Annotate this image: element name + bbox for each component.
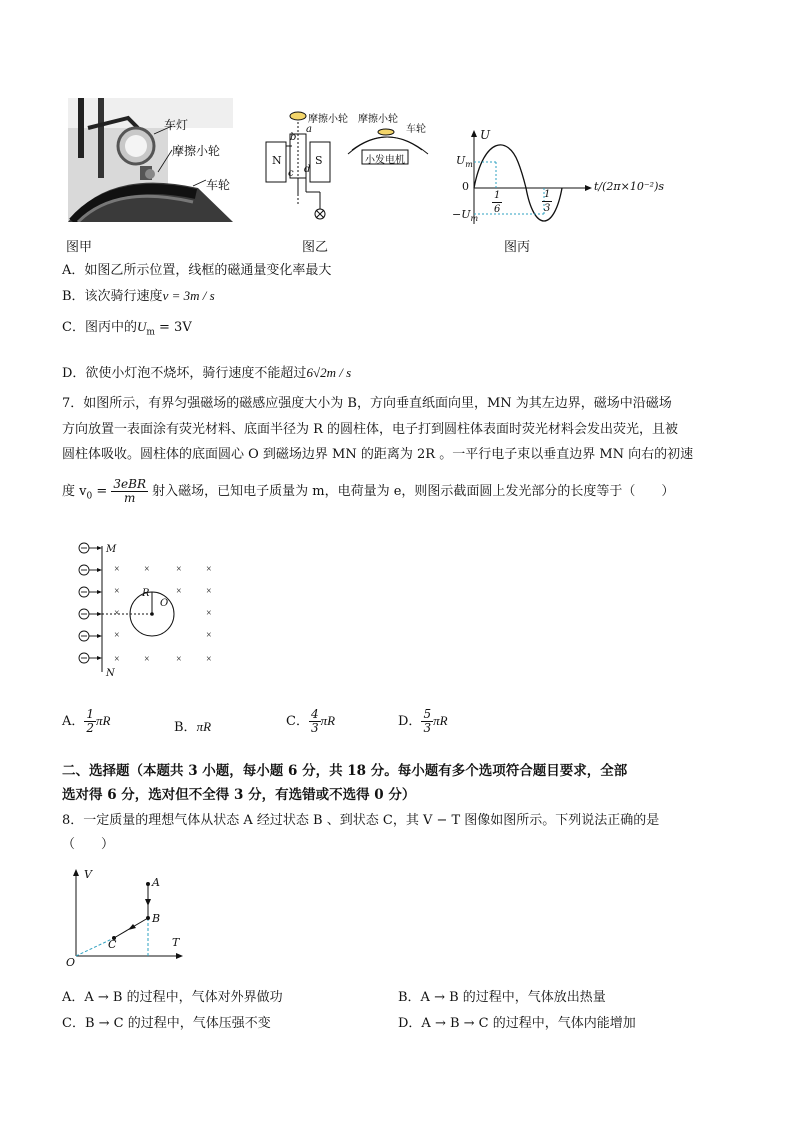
label-T: T	[172, 936, 180, 949]
label-a: a	[306, 124, 312, 135]
label-lamp: 车灯	[164, 118, 189, 132]
label-V: V	[84, 868, 92, 881]
figure-yi	[262, 106, 434, 226]
label-B: B	[152, 912, 161, 925]
caption-jia: 图甲	[66, 240, 93, 255]
svg-text:×: ×	[206, 586, 212, 597]
label-S: S	[315, 154, 323, 167]
svg-text:×: ×	[114, 630, 120, 641]
label-neg-Um: $-U_m$	[452, 208, 479, 224]
q8-option-d: D．A → B → C 的过程中，气体内能增加	[398, 1016, 636, 1031]
svg-text:×: ×	[206, 564, 212, 575]
svg-text:×: ×	[114, 564, 120, 575]
label-A: A	[152, 876, 160, 889]
q7-text-4: 度 $v_0$ = $\frac{\text{3eBR}}{m}$ 射入磁场，已知电子质量为 m，电荷量为 e，则图示截面圆上发光部分的长度等于（ ）	[62, 477, 675, 505]
q6-option-d: D．欲使小灯泡不烧坏，骑行速度不能超过6√2m / s	[62, 365, 352, 381]
svg-text:×: ×	[144, 564, 150, 575]
label-b: b	[290, 132, 297, 143]
label-C: C	[108, 938, 117, 951]
q6-option-c: C．图丙中的$U_m = 3V$	[62, 319, 192, 338]
q8-option-b: B．A → B 的过程中，气体放出热量	[398, 990, 606, 1005]
label-c: c	[288, 168, 294, 179]
label-O-q7: O	[160, 598, 169, 609]
q8-option-a: A．A → B 的过程中，气体对外界做功	[62, 990, 283, 1005]
label-N: N	[272, 154, 282, 167]
section2-heading-1: 二、选择题（本题共 3 小题，每小题 6 分，共 18 分。每小题有多个选项符合题目要求，全部	[62, 763, 628, 779]
q7-figure	[76, 540, 226, 682]
q7-text-2: 方向放置一表面涂有荧光材料、底面半径为 R 的圆柱体，电子打到圆柱体表面时荧光材料会发出荧光，且被	[62, 422, 679, 437]
svg-text:×: ×	[176, 586, 182, 597]
q6-option-b: B．该次骑行速度v = 3m / s	[62, 288, 215, 304]
section2-heading-2: 选对得 6 分，选对但不全得 3 分，有选错或不选得 0 分）	[62, 787, 416, 803]
label-friction-wheel-1: 摩擦小轮	[308, 114, 348, 125]
label-wheel: 车轮	[206, 178, 231, 192]
label-wheel-yi: 车轮	[406, 124, 426, 135]
figure-jia	[68, 98, 233, 222]
q8-text-2: （ ）	[62, 837, 115, 852]
tick-1-6: $\frac{1}{6}$	[494, 190, 501, 215]
label-M: M	[106, 544, 117, 555]
label-zero: 0	[462, 180, 469, 193]
label-d: d	[304, 164, 311, 175]
q8-figure	[62, 866, 192, 970]
v0-fraction: $\frac{\text{3eBR}}{m}$	[113, 477, 146, 505]
q7-text-3: 圆柱体吸收。圆柱体的底面圆心 O 到磁场边界 MN 的距离为 2R 。一平行电子束以垂直边界 MN 向右的初速	[62, 447, 694, 462]
svg-text:×: ×	[144, 654, 150, 665]
label-Um: $U_m$	[456, 154, 473, 170]
q7-text-1: 7．如图所示，有界匀强磁场的磁感应强度大小为 B，方向垂直纸面向里，MN 为其左边界，磁场中沿磁场	[62, 396, 672, 411]
figure-bing	[450, 128, 665, 228]
svg-text:×: ×	[114, 586, 120, 597]
caption-yi: 图乙	[302, 240, 329, 255]
label-friction-wheel-2: 摩擦小轮	[358, 114, 398, 125]
q7-option-a: A． $\frac{1}{2}$ πR	[62, 707, 111, 735]
svg-text:×: ×	[206, 608, 212, 619]
label-O-q8: O	[66, 956, 76, 969]
label-t-axis: t/(2π×10⁻²)s	[594, 180, 665, 193]
q8-option-c: C．B → C 的过程中，气体压强不变	[62, 1016, 271, 1031]
q7-option-c: C． $\frac{4}{3}$ πR	[286, 707, 336, 735]
svg-text:×: ×	[176, 654, 182, 665]
label-R: R	[142, 588, 150, 599]
q7-option-d: D． $\frac{5}{3}$ πR	[398, 707, 448, 735]
svg-text:×: ×	[114, 608, 120, 619]
tick-1-3: $\frac{1}{3}$	[544, 189, 551, 214]
label-N-q7: N	[106, 668, 115, 679]
q6-option-a: A．如图乙所示位置，线框的磁通量变化率最大	[62, 263, 332, 278]
label-friction-wheel: 摩擦小轮	[172, 144, 221, 158]
svg-text:×: ×	[176, 564, 182, 575]
svg-text:×: ×	[114, 654, 120, 665]
svg-text:×: ×	[206, 654, 212, 665]
label-U-axis: U	[480, 128, 491, 142]
q7-option-b: B．πR	[174, 719, 212, 735]
label-generator: 小发电机	[365, 155, 405, 166]
q8-text-1: 8．一定质量的理想气体从状态 A 经过状态 B 、到状态 C，其 V − T 图像如图所示。下列说法正确的是	[62, 813, 660, 828]
bicycle-photo	[68, 98, 233, 222]
svg-text:×: ×	[206, 630, 212, 641]
caption-bing: 图丙	[504, 240, 531, 255]
